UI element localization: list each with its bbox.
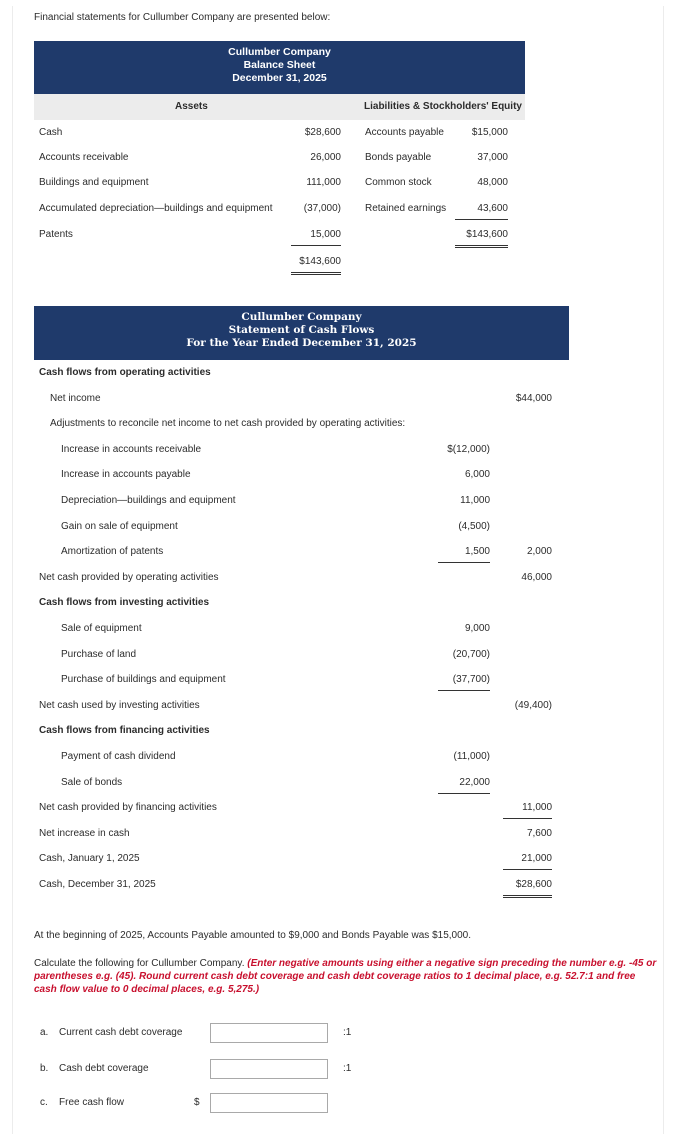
- cash-flow-row-label: Payment of cash dividend: [61, 751, 176, 762]
- cash-flow-row-label: Net cash provided by operating activities: [39, 571, 219, 583]
- answer-letter: b.: [40, 1063, 49, 1074]
- cash-flow-col2-value: $44,000: [515, 392, 552, 404]
- answer-label: Cash debt coverage: [59, 1063, 149, 1074]
- cash-flow-col1-value: (37,700): [438, 674, 490, 691]
- ratio-suffix: :1: [343, 1027, 352, 1038]
- liability-value: $15,000: [471, 127, 508, 138]
- cash-flow-header: [34, 306, 569, 360]
- liabilities-header: Liabilities & Stockholders' Equity: [364, 101, 522, 112]
- cash-flow-col1-value: (4,500): [458, 520, 490, 532]
- cash-flow-row-label: Gain on sale of equipment: [61, 520, 178, 532]
- asset-label: Patents: [39, 229, 73, 240]
- answer-input-3[interactable]: [210, 1093, 328, 1113]
- cash-flow-col1-value: 11,000: [460, 495, 490, 506]
- cash-flow-col1-value: (11,000): [453, 751, 490, 762]
- asset-value: 15,000: [291, 229, 341, 246]
- cash-flow-col2-value: 7,600: [526, 827, 552, 839]
- cash-flow-row-label: Sale of bonds: [61, 776, 123, 788]
- cash-flow-col2-value: 21,000: [503, 853, 552, 870]
- cash-flow-row-label: Cash flows from financing activities: [39, 725, 210, 737]
- cash-flow-col1-value: 22,000: [438, 777, 490, 794]
- cash-flow-col2-value: 11,000: [503, 802, 552, 819]
- cash-flow-row-label: Net increase in cash: [39, 827, 130, 839]
- liability-label: Accounts payable: [365, 127, 444, 138]
- assets-header: Assets: [175, 101, 208, 112]
- cash-flow-row-label: Increase in accounts receivable: [61, 443, 202, 455]
- liability-value: 48,000: [477, 177, 508, 188]
- cash-flow-row-label: Cash, January 1, 2025: [39, 853, 140, 865]
- cf-company: Cullumber Company: [241, 311, 362, 323]
- cash-flow-row-label: Amortization of patents: [61, 546, 164, 558]
- bs-date: December 31, 2025: [232, 72, 327, 84]
- asset-label: Accounts receivable: [39, 152, 129, 163]
- cash-flow-col1-value: $(12,000): [447, 443, 490, 455]
- answer-input-1[interactable]: [210, 1023, 328, 1043]
- cash-flow-row-label: Cash flows from operating activities: [39, 367, 211, 378]
- cash-flow-row-label: Net income: [50, 392, 101, 404]
- answer-label: Free cash flow: [59, 1097, 125, 1108]
- cash-flow-row-label: Adjustments to reconcile net income to net cash provided by operating activities:: [50, 418, 406, 430]
- asset-value: 111,000: [306, 177, 341, 188]
- cash-flow-row-label: Cash, December 31, 2025: [39, 879, 156, 890]
- calc-red-instructions: (Enter negative amounts using either a negative sign preceding the number e.g. -45 or parentheses e.g. (45). Round current cash debt coverage and cash debt coverage ratios to 1 decimal place, e.g. 52.7:1 and free cash flow value to 0 decimal places, e.g. 5,275.): [34, 958, 657, 995]
- cash-flow-col1-value: (20,700): [452, 648, 490, 660]
- balance-sheet-subheader: [34, 94, 525, 120]
- cash-flow-row-label: Purchase of land: [61, 648, 137, 660]
- bs-company: Cullumber Company: [228, 46, 331, 58]
- liability-value: 43,600: [455, 203, 508, 220]
- cf-period: For the Year Ended December 31, 2025: [186, 337, 417, 349]
- cash-flow-row-label: Cash flows from investing activities: [39, 597, 210, 609]
- cash-flow-row-label: Net cash used by investing activities: [39, 699, 200, 711]
- bs-title: Balance Sheet: [243, 59, 316, 71]
- cash-flow-row-label: Sale of equipment: [61, 623, 142, 634]
- cash-flow-row-label: Net cash provided by financing activities: [39, 802, 217, 814]
- cash-flow-col2-value: (49,400): [514, 699, 552, 711]
- cash-flow-row-label: Depreciation—buildings and equipment: [61, 495, 236, 506]
- calc-prefix: Calculate the following for Cullumber Company.: [34, 958, 245, 969]
- calc-instructions: [34, 957, 659, 996]
- ratio-suffix: :1: [343, 1063, 352, 1074]
- cash-flow-col2-value: $28,600: [503, 879, 552, 898]
- liability-label: Bonds payable: [365, 152, 432, 163]
- cash-flow-row-label: Purchase of buildings and equipment: [61, 674, 226, 686]
- cf-title: Statement of Cash Flows: [228, 324, 375, 336]
- cash-flow-col1-value: 6,000: [464, 469, 490, 481]
- liabilities-total: $143,600: [455, 229, 508, 248]
- liability-value: 37,000: [477, 152, 508, 163]
- asset-value: (37,000): [303, 203, 341, 214]
- asset-label: Cash: [39, 127, 63, 138]
- asset-value: 26,000: [310, 152, 341, 163]
- beginning-note: At the beginning of 2025, Accounts Payable amounted to $9,000 and Bonds Payable was $15,000.: [34, 930, 471, 941]
- assets-total: $143,600: [291, 256, 341, 275]
- liability-label: Common stock: [365, 177, 432, 188]
- asset-label: Buildings and equipment: [39, 177, 149, 188]
- cash-flow-col1-value: 1,500: [438, 546, 490, 563]
- answer-letter: a.: [40, 1027, 49, 1038]
- cash-flow-col1-value: 9,000: [464, 623, 490, 634]
- intro-text: Financial statements for Cullumber Company are presented below:: [34, 12, 331, 23]
- liability-label: Retained earnings: [365, 203, 447, 214]
- balance-sheet-header: [34, 41, 525, 94]
- cash-flow-col2-value: 46,000: [521, 571, 552, 583]
- asset-value: $28,600: [304, 127, 341, 138]
- asset-label: Accumulated depreciation—buildings and equipment: [39, 203, 273, 214]
- cash-flow-col2-value: 2,000: [526, 546, 552, 558]
- cash-flow-row-label: Increase in accounts payable: [61, 469, 191, 481]
- answer-letter: c.: [40, 1097, 48, 1108]
- answer-input-2[interactable]: [210, 1059, 328, 1079]
- answer-label: Current cash debt coverage: [59, 1027, 183, 1038]
- dollar-prefix: $: [194, 1097, 200, 1108]
